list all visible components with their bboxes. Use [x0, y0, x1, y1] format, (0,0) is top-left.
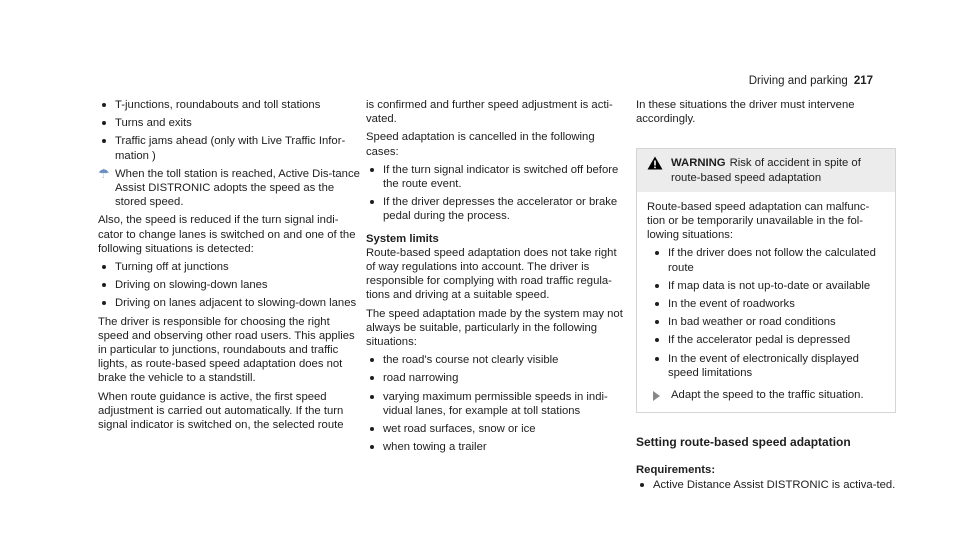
list-item: wet road surfaces, snow or ice [366, 422, 628, 436]
list-item: varying maximum permissible speeds in indi-vidual lanes, for example at toll stations [366, 390, 628, 418]
list-item: If the driver depresses the accelerator or brake pedal during the process. [366, 195, 628, 223]
list-item: If the driver does not follow the calculated route [651, 246, 885, 274]
paragraph: Speed adaptation is cancelled in the following cases: [366, 131, 595, 158]
paragraph: In these situations the driver must intervene accordingly. [636, 99, 855, 126]
list-item: If the accelerator pedal is depressed [651, 333, 885, 347]
action-text: Adapt the speed to the traffic situation. [671, 389, 864, 402]
section-title: Setting route-based speed adaptation [636, 435, 851, 450]
paragraph: Also, the speed is reduced if the turn signal indi-cator to change lanes is switched on and one of the following situations is detected: [98, 214, 356, 255]
paragraph: The driver is responsible for choosing the right speed and observing other road users. This applies in particular to junctions, roundabouts and traffic lights, as route-based speed adaptation does not brake the vehicle to a standstill. [98, 315, 355, 385]
warning-header [637, 149, 895, 191]
list-item: Turning off at junctions [98, 260, 360, 274]
subheading: System limits [366, 232, 439, 245]
page-header [749, 75, 873, 87]
action-step [647, 388, 885, 402]
list-item: Active Distance Assist DISTRONIC is activa-ted. [636, 478, 898, 492]
list-item: Turns and exits [98, 116, 360, 130]
list-item: road narrowing [366, 371, 628, 385]
paragraph: Route-based speed adaptation does not take right of way regulations into account. The driver is responsible for complying with road traffic regula-tions and driving at a suitable speed. [366, 246, 617, 302]
column-1 [98, 98, 360, 436]
note-text: When the toll station is reached, Active Dis-tance Assist DISTRONIC adopts the speed as the stored speed. [115, 167, 360, 209]
paragraph: Route-based speed adaptation can malfunc-tion or be temporarily unavailable in the fol-lowing situations: [647, 200, 870, 242]
list-item: In the event of roadworks [651, 297, 885, 311]
warning-subtitle: Risk of accident in spite of route-based speed adaptation [671, 157, 861, 184]
column-3 [636, 98, 898, 496]
warning-triangle-icon [647, 156, 663, 170]
paragraph: When route guidance is active, the first speed adjustment is carried out automatically. If the turn signal indicator is switched on, the selected route [98, 390, 344, 432]
list-item: In bad weather or road conditions [651, 315, 885, 329]
column-2 [366, 98, 628, 458]
paragraph: is confirmed and further speed adjustment is acti-vated. [366, 99, 613, 126]
list-item: In the event of electronically displayed speed limitations [651, 352, 885, 380]
play-arrow-icon [653, 391, 660, 401]
requirements-label: Requirements: [636, 464, 716, 477]
bullet-list [366, 353, 628, 454]
list-item: Traffic jams ahead (only with Live Traffic Infor-mation ) [98, 134, 360, 162]
warning-body [637, 192, 895, 412]
bullet-list [647, 246, 885, 380]
list-item: T-junctions, roundabouts and toll stations [98, 98, 360, 112]
info-icon: ☂ [98, 165, 110, 181]
warning-title: WARNING [671, 157, 726, 170]
list-item: If the turn signal indicator is switched off before the route event. [366, 163, 628, 191]
list-item: Driving on slowing-down lanes [98, 278, 360, 292]
bullet-list [636, 478, 898, 492]
page-number: 217 [853, 75, 873, 87]
note-block [98, 167, 360, 210]
bullet-list [98, 260, 360, 311]
warning-box [636, 148, 896, 413]
list-item: Driving on lanes adjacent to slowing-down lanes [98, 296, 360, 310]
list-item: If map data is not up-to-date or available [651, 279, 885, 293]
bullet-list [98, 98, 360, 163]
paragraph: The speed adaptation made by the system may not always be suitable, particularly in the following situations: [366, 307, 623, 349]
bullet-list [366, 163, 628, 224]
section-name: Driving and parking [748, 75, 848, 87]
list-item: when towing a trailer [366, 440, 628, 454]
list-item: the road's course not clearly visible [366, 353, 628, 367]
